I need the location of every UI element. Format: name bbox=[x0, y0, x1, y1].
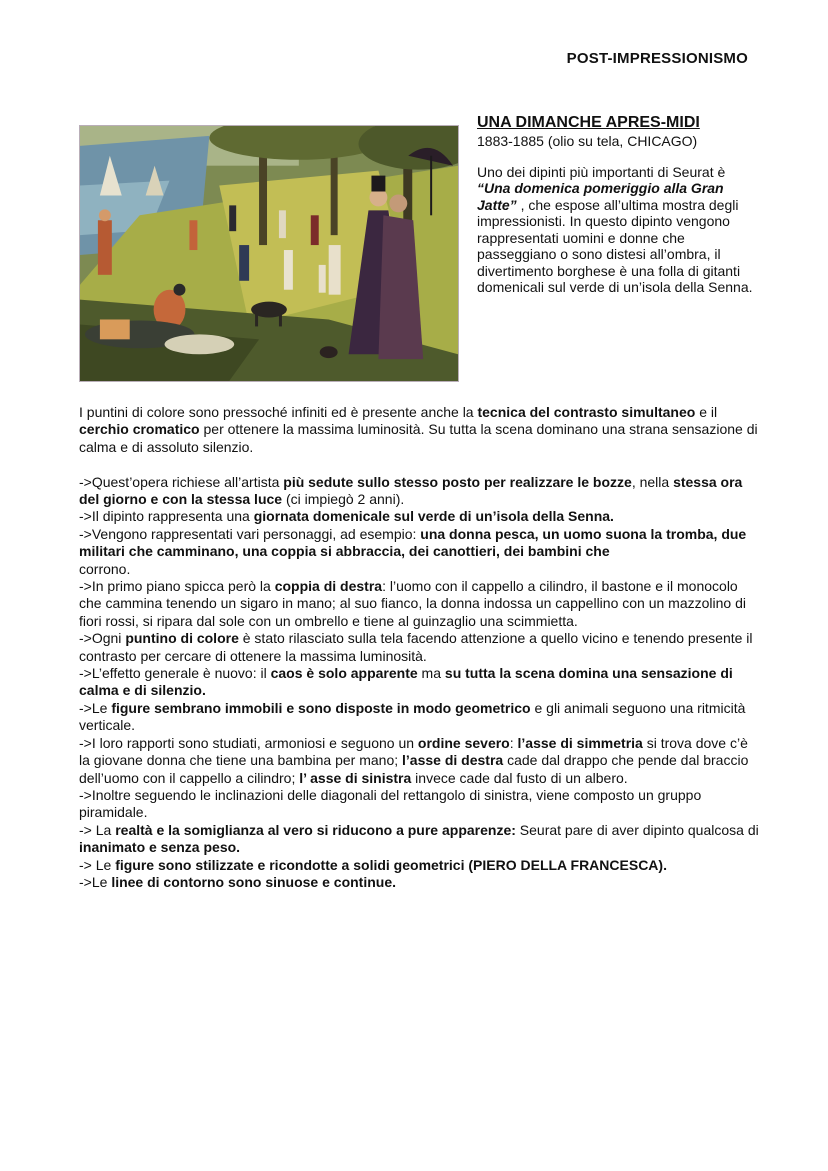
text-run: cade dal drappo che pende dal braccio dell’uomo con il cappello a cilindro; bbox=[79, 752, 749, 786]
text-run: ->Quest’opera richiese all’artista bbox=[79, 473, 284, 490]
paragraph bbox=[79, 578, 759, 630]
text-run: (ci impiegò 2 anni). bbox=[282, 491, 405, 508]
text-run: per ottenere la massima luminosità. Su tutta la scena dominano una strana sensazione di calma e di assoluto silenzio. bbox=[79, 421, 758, 455]
paragraph bbox=[79, 630, 759, 665]
paragraph bbox=[79, 700, 759, 735]
paragraph bbox=[79, 665, 759, 700]
text-run: ->Il dipinto rappresenta una bbox=[79, 508, 254, 525]
emphasized-text: più sedute sullo stesso posto per realizzare le bozze bbox=[283, 473, 632, 490]
emphasized-text: “Una domenica pomeriggio alla Gran Jatte” bbox=[477, 180, 724, 213]
paragraph bbox=[79, 822, 759, 857]
text-run: , nella bbox=[631, 473, 674, 490]
text-run: ma bbox=[417, 665, 445, 682]
emphasized-text: puntino di colore bbox=[125, 630, 239, 647]
paragraph bbox=[79, 735, 759, 787]
text-run: : l’uomo con il cappello a cilindro, il bastone e il monocolo che cammina tenendo un sigaro in mano; al suo fianco, la donna indossa un cappellino con un mazzolino di fiori rossi, si ripara dal sole con un ombrello e tiene al guinzaglio una scimmietta. bbox=[79, 578, 746, 629]
artwork-intro bbox=[477, 113, 757, 296]
artwork-title: UNA DIMANCHE APRES-MIDI bbox=[477, 114, 700, 131]
text-run: Seurat pare di aver dipinto qualcosa di bbox=[515, 821, 759, 838]
text-run: I puntini di colore sono pressoché infiniti ed è presente anche la bbox=[79, 404, 478, 420]
paragraph bbox=[79, 474, 759, 509]
paragraph bbox=[79, 526, 759, 561]
text-run: ->Le bbox=[79, 699, 112, 716]
emphasized-text: giornata domenicale sul verde di un’isola della Senna. bbox=[253, 508, 614, 525]
emphasized-text: realtà e la somiglianza al vero si riducono a pure apparenze: bbox=[115, 821, 516, 838]
text-run: Uno dei dipinti più importanti di Seurat è bbox=[477, 163, 726, 180]
emphasized-text: stessa ora del giorno e con la stessa luce bbox=[79, 473, 743, 508]
emphasized-text: figure sembrano immobili e sono disposte in modo geometrico bbox=[111, 699, 531, 716]
painting-image bbox=[79, 125, 459, 382]
text-run: ->Ogni bbox=[79, 630, 126, 647]
text-run: -> Le bbox=[79, 856, 116, 873]
text-run: : bbox=[509, 734, 518, 751]
paragraph-gap bbox=[79, 456, 759, 473]
emphasized-text: linee di contorno sono sinuose e continue. bbox=[111, 873, 397, 890]
emphasized-text: l’asse di destra bbox=[402, 752, 504, 769]
text-run: invece cade dal fusto di un albero. bbox=[411, 769, 628, 786]
text-run: corrono. bbox=[79, 560, 131, 577]
emphasized-text: coppia di destra bbox=[274, 578, 383, 595]
paragraph bbox=[79, 857, 759, 874]
paragraph bbox=[79, 404, 759, 456]
body-text bbox=[79, 404, 759, 891]
emphasized-text: l’ asse di sinistra bbox=[299, 769, 412, 786]
emphasized-text: tecnica del contrasto simultaneo bbox=[477, 404, 696, 420]
text-run: ->L’effetto generale è nuovo: il bbox=[79, 665, 271, 682]
emphasized-text: figure sono stilizzate e ricondotte a solidi geometrici (PIERO DELLA FRANCESCA). bbox=[115, 856, 667, 873]
text-run: ->Vengono rappresentati vari personaggi, ad esempio: bbox=[79, 525, 421, 542]
paragraph bbox=[79, 787, 759, 822]
text-run: -> La bbox=[79, 821, 116, 838]
artwork-description bbox=[477, 164, 757, 296]
text-run: è stato rilasciato sulla tela facendo attenzione a quello vicino e tenendo presente il contrasto per cercare di ottenere la massima luminosità. bbox=[79, 630, 753, 664]
emphasized-text: ordine severo bbox=[417, 734, 510, 751]
emphasized-text: cerchio cromatico bbox=[79, 421, 200, 438]
text-run: , che espose all’ultima mostra degli impressionisti. In questo dipinto vengono rappresentati uomini e donne che passeggiano o sono distesi all’ombra, il divertimento borghese è una folla di gitanti domenicali sul verde di un’isola della Senna. bbox=[477, 196, 753, 295]
text-run: e gli animali seguono una ritmicità verticale. bbox=[79, 699, 746, 734]
text-run: ->Inoltre seguendo le inclinazioni delle diagonali del rettangolo di sinistra, viene composto un gruppo piramidale. bbox=[79, 786, 702, 821]
text-run: e il bbox=[695, 404, 718, 420]
text-run: ->In primo piano spicca però la bbox=[79, 578, 275, 595]
paragraph bbox=[79, 874, 759, 891]
text-run: ->Le bbox=[79, 873, 112, 890]
text-run: si trova dove c’è la giovane donna che tiene una bambina per mano; bbox=[79, 734, 748, 769]
emphasized-text: una donna pesca, un uomo suona la tromba, due militari che camminano, una coppia si abbraccia, dei canottieri, dei bambini che bbox=[79, 525, 747, 560]
artwork-subtitle: 1883-1885 (olio su tela, CHICAGO) bbox=[477, 133, 698, 149]
paragraph bbox=[79, 561, 759, 578]
emphasized-text: su tutta la scena domina una sensazione di calma e di silenzio. bbox=[79, 665, 733, 699]
emphasized-text: caos è solo apparente bbox=[270, 665, 418, 682]
page-header: POST-IMPRESSIONISMO bbox=[566, 50, 748, 67]
emphasized-text: l’asse di simmetria bbox=[517, 734, 643, 751]
paragraph bbox=[79, 508, 759, 525]
emphasized-text: inanimato e senza peso. bbox=[79, 839, 241, 856]
text-run: ->I loro rapporti sono studiati, armoniosi e seguono un bbox=[79, 734, 418, 751]
